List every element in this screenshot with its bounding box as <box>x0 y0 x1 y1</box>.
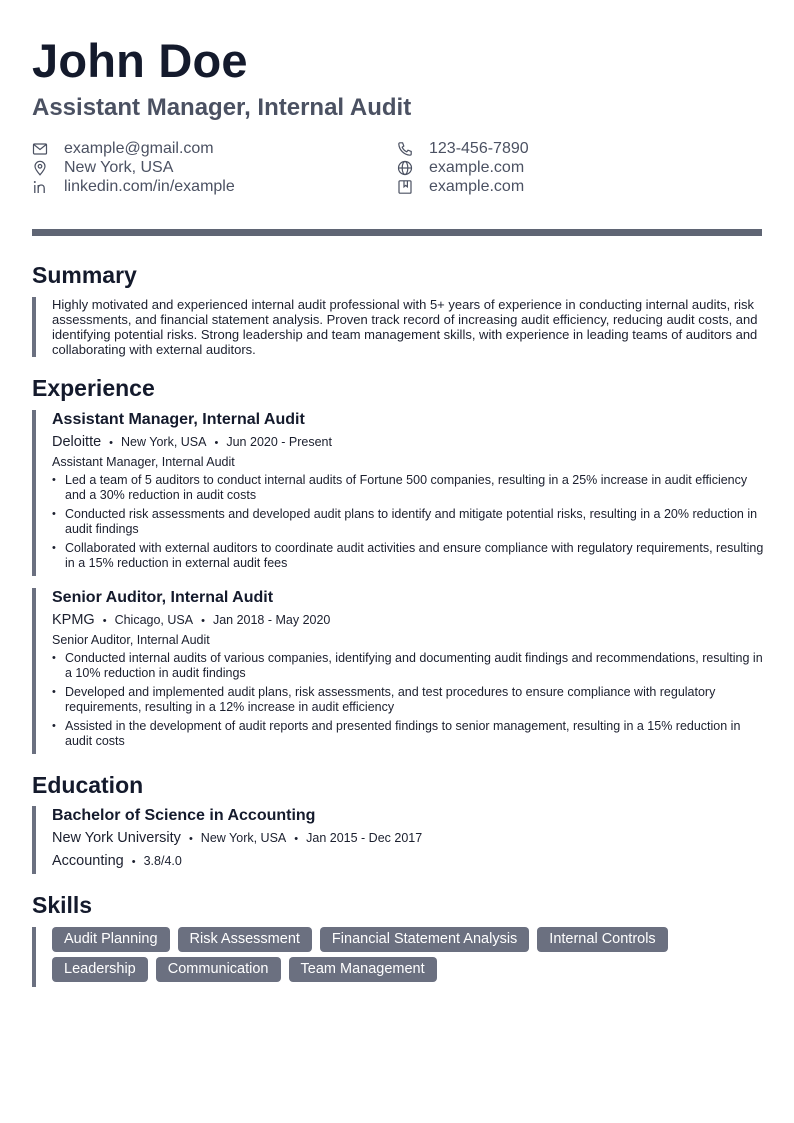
contact-portfolio[interactable] <box>397 177 524 196</box>
degree-title: Bachelor of Science in Accounting <box>52 807 316 824</box>
summary-heading: Summary <box>32 262 137 288</box>
candidate-name: John Doe <box>32 34 248 87</box>
separator-dot: • <box>131 856 136 868</box>
summary-accent-bar <box>32 297 36 357</box>
job-location: Chicago, USA <box>114 613 194 627</box>
candidate-title: Assistant Manager, Internal Audit <box>32 94 412 121</box>
separator-dot: • <box>109 437 114 449</box>
job-bullets <box>52 473 764 571</box>
job-meta <box>52 610 764 631</box>
job-subtitle: Senior Auditor, Internal Audit <box>52 633 210 647</box>
job-title: Assistant Manager, Internal Audit <box>52 411 305 428</box>
list-item: • Developed and implemented audit plans, risk assessments, and test procedures to ensure compliance with regulatory requirements, resulting in a 12% increase in audit efficiency <box>52 685 764 715</box>
separator-dot: • <box>188 833 193 845</box>
location-pin-icon <box>32 160 48 176</box>
separator-dot: • <box>102 615 107 627</box>
email-text: example@gmail.com <box>64 139 214 157</box>
globe-icon <box>397 160 413 176</box>
job-title: Senior Auditor, Internal Audit <box>52 589 274 606</box>
school-name: New York University <box>52 830 181 846</box>
skill-chip: Internal Controls <box>537 927 667 952</box>
list-item: • Conducted internal audits of various companies, identifying and documenting audit findings and recommendations, resulting in a 10% reduction in audit findings <box>52 651 764 681</box>
education-entry <box>52 806 764 872</box>
education-dates: Jan 2015 - Dec 2017 <box>306 831 423 845</box>
list-item: • Led a team of 5 auditors to conduct internal audits of Fortune 500 companies, resulting in a 25% increase in audit efficiency and a 30% reduction in audit costs <box>52 473 764 503</box>
separator-dot: • <box>201 615 205 627</box>
list-item: • Collaborated with external auditors to coordinate audit activities and ensure compliance with regulatory requirements, resulting in a 15% reduction in external audit fees <box>52 541 764 571</box>
linkedin-icon <box>32 179 48 195</box>
company-name: Deloitte <box>52 434 102 450</box>
job-dates: Jan 2018 - May 2020 <box>212 613 331 627</box>
education-heading: Education <box>32 772 144 798</box>
job-dates: Jun 2020 - Present <box>226 435 332 449</box>
job-location: New York, USA <box>121 435 207 449</box>
phone-icon <box>397 141 413 157</box>
education-accent-bar <box>32 806 36 874</box>
education-meta <box>52 828 764 849</box>
job-subtitle: Assistant Manager, Internal Audit <box>52 455 235 469</box>
skill-chip: Financial Statement Analysis <box>320 927 529 952</box>
skill-chip: Team Management <box>289 957 437 982</box>
list-item: • Assisted in the development of audit reports and presented findings to senior management, resulting in a 15% reduction in audit costs <box>52 719 764 749</box>
job-entry <box>52 410 764 575</box>
contact-linkedin[interactable] <box>32 177 235 196</box>
contact-email[interactable] <box>32 139 214 158</box>
company-name: KPMG <box>52 612 95 628</box>
job-meta <box>52 432 764 453</box>
skill-chip: Leadership <box>52 957 148 982</box>
phone-text: 123-456-7890 <box>429 139 529 157</box>
skill-chip: Risk Assessment <box>178 927 312 952</box>
major: Accounting <box>52 853 124 869</box>
separator-dot: • <box>214 437 219 449</box>
school-location: New York, USA <box>200 831 287 845</box>
linkedin-text: linkedin.com/in/example <box>64 177 235 195</box>
skills-list <box>52 927 764 982</box>
separator-dot: • <box>294 833 299 845</box>
education-detail <box>52 851 764 872</box>
job-1-accent-bar <box>32 410 36 576</box>
summary-text: Highly motivated and experienced internal audit professional with 5+ years of experience in conducting internal audits, risk assessments, and financial statement analysis. Proven track record of increasing audit efficiency, reducing audit costs, and identifying potential risks. Strong leadership and team management skills, with experience in leading teams of auditors and collaborating with external auditors. <box>52 297 758 357</box>
skills-heading: Skills <box>32 892 93 918</box>
location-text: New York, USA <box>64 158 174 176</box>
contact-location <box>32 158 173 177</box>
contact-phone[interactable] <box>397 139 529 158</box>
job-bullets <box>52 651 764 749</box>
portfolio-text: example.com <box>429 177 525 195</box>
bookmark-icon <box>397 179 413 195</box>
list-item: • Conducted risk assessments and developed audit plans to identify and mitigate potential risks, resulting in a 20% reduction in audit findings <box>52 507 764 537</box>
header-divider <box>32 229 762 236</box>
gpa: 3.8/4.0 <box>143 854 182 868</box>
skills-accent-bar <box>32 927 36 987</box>
skill-chip: Communication <box>156 957 281 982</box>
contact-website[interactable] <box>397 158 524 177</box>
job-2-accent-bar <box>32 588 36 754</box>
experience-heading: Experience <box>32 375 155 401</box>
skill-chip: Audit Planning <box>52 927 170 952</box>
mail-icon <box>32 141 48 157</box>
website-text: example.com <box>429 158 525 176</box>
job-entry <box>52 588 764 753</box>
